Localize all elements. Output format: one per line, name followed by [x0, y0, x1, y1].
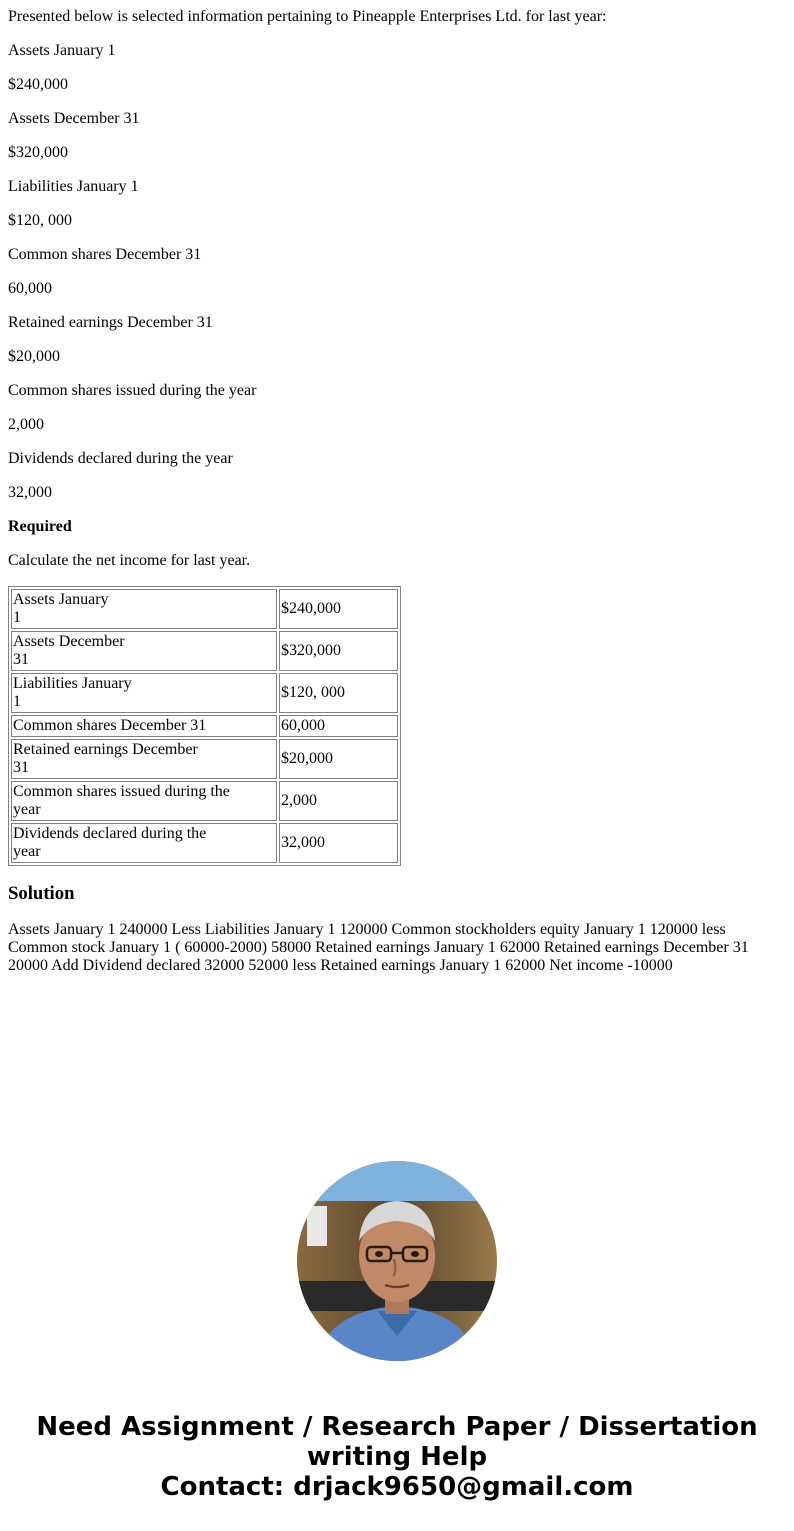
- table-cell-value: $320,000: [279, 631, 398, 671]
- table-cell-label: [11, 739, 277, 779]
- item-label: Assets December 31: [8, 110, 140, 127]
- item-label: Common shares issued during the year: [8, 382, 257, 399]
- table-cell-label: [11, 673, 277, 713]
- question-text: Calculate the net income for last year.: [8, 552, 251, 569]
- promo-line-2: writing Help: [306, 1442, 488, 1472]
- table-cell-label: [11, 781, 277, 821]
- table-cell-label: [11, 823, 277, 863]
- item-value: $120, 000: [8, 212, 72, 229]
- label-line-2: 31: [13, 651, 29, 668]
- promo-banner: [0, 1412, 794, 1502]
- table-cell-value: 60,000: [279, 715, 398, 737]
- table-row: [11, 823, 398, 863]
- solution-heading: Solution: [8, 883, 75, 904]
- item-value: 2,000: [8, 416, 44, 433]
- label-line-2: 1: [13, 693, 21, 710]
- table-cell-value: $120, 000: [279, 673, 398, 713]
- item-label: Assets January 1: [8, 42, 116, 59]
- table-cell-label: [11, 631, 277, 671]
- table-cell-value: $240,000: [279, 589, 398, 629]
- label-line-2: year: [13, 843, 41, 860]
- label-line-2: year: [13, 801, 41, 818]
- item-value: 32,000: [8, 484, 52, 501]
- item-label: Common shares December 31: [8, 246, 202, 263]
- label-line-2: 1: [13, 609, 21, 626]
- item-value: $20,000: [8, 348, 60, 365]
- table-row: [11, 781, 398, 821]
- label-line-1: Dividends declared during the: [13, 825, 207, 842]
- table-cell-value: 32,000: [279, 823, 398, 863]
- table-cell-label: Common shares December 31: [11, 715, 277, 737]
- label-line-1: Common shares issued during the: [13, 783, 230, 800]
- item-value: $240,000: [8, 76, 68, 93]
- item-label: Liabilities January 1: [8, 178, 139, 195]
- table-row: [11, 715, 398, 737]
- author-photo: [297, 1161, 497, 1361]
- promo-line-1: Need Assignment / Research Paper / Dissertation: [36, 1412, 758, 1442]
- promo-contact: Contact: drjack9650@gmail.com: [160, 1472, 634, 1502]
- label-line-1: Assets December: [13, 633, 125, 650]
- label-line-2: 31: [13, 759, 29, 776]
- label-line-1: Assets January: [13, 591, 109, 608]
- item-value: $320,000: [8, 144, 68, 161]
- author-portrait-image: [297, 1161, 497, 1361]
- table-row: [11, 631, 398, 671]
- data-table: [8, 586, 401, 866]
- item-label: Dividends declared during the year: [8, 450, 233, 467]
- required-heading: Required: [8, 518, 72, 535]
- solution-text: Assets January 1 240000 Less Liabilities January 1 120000 Common stockholders equity January 1 120000 less Common stock January 1 ( 60000-2000) 58000 Retained earnings January 1 62000 Retained earnings December 31 20000 Add Dividend declared 32000 52000 less Retained earnings January 1 62000 Net income -10000: [8, 921, 749, 974]
- item-value: 60,000: [8, 280, 52, 297]
- table-row: [11, 739, 398, 779]
- intro-text: Presented below is selected information pertaining to Pineapple Enterprises Ltd. for last year:: [8, 8, 607, 25]
- item-label: Retained earnings December 31: [8, 314, 213, 331]
- table-cell-label: [11, 589, 277, 629]
- table-row: [11, 589, 398, 629]
- label-line-1: Retained earnings December: [13, 741, 198, 758]
- table-cell-value: 2,000: [279, 781, 398, 821]
- document-body: [0, 8, 794, 975]
- label-line-1: Liabilities January: [13, 675, 132, 692]
- table-row: [11, 673, 398, 713]
- table-cell-value: $20,000: [279, 739, 398, 779]
